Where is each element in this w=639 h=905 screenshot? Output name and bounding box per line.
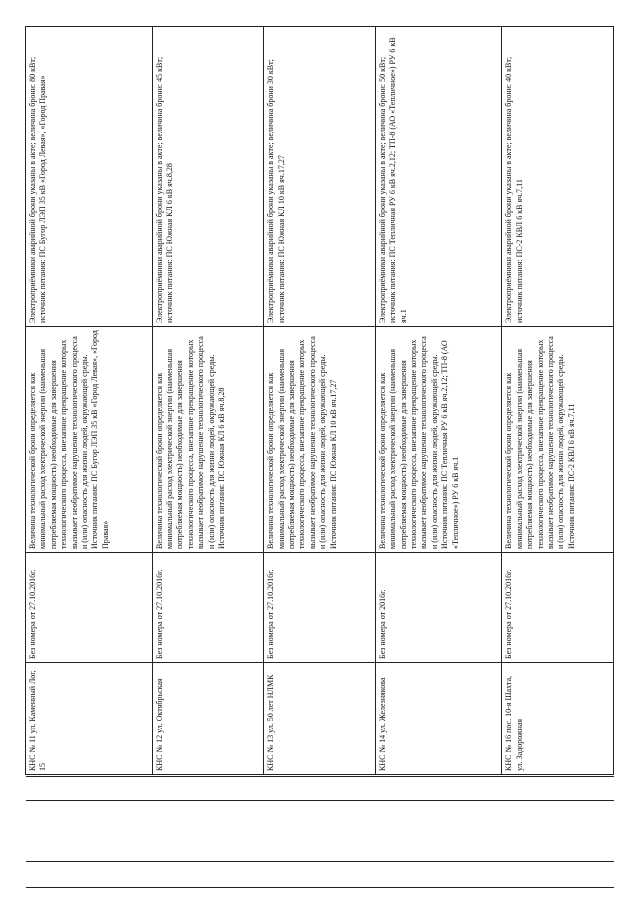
station-name-cell: КНС № 11 ул. Каменный Лог, 15: [26, 663, 153, 775]
station-name-cell: КНС № 12 ул. Октябрьская: [152, 663, 264, 775]
table-row: [375, 27, 502, 775]
table-row: [26, 27, 153, 775]
act-date-cell: Без номера от 27.10.2016г.: [502, 553, 614, 663]
table-row: [502, 27, 614, 775]
power-source-cell: Электроприёмники аварийной брони указаны в акте; величина брони 30 кВт; источник питания: ПС Южная КЛ 10 кВ яч.17,27: [264, 27, 376, 327]
act-date-cell: Без номера от 2016г.: [375, 553, 502, 663]
signature-line: [26, 861, 614, 862]
act-date-cell: Без номера от 27.10.2016г.: [26, 553, 153, 663]
power-source-cell: Электроприёмники аварийной брони указаны в акте; величина брони: 45 кВт; источник питания: ПС Южная КЛ 6 кВ яч.8,28: [152, 27, 264, 327]
station-name-cell: КНС № 16 пос. 10-я Шахта, ул. Задорожная: [502, 663, 614, 775]
rotated-table-container: [25, 27, 614, 775]
power-source-cell: Электроприёмники аварийной брони указаны в акте; величина брони: 80 кВт; источник питания: ПС Бугор ЛЭП 35 кВ «Город Левая», «Город Правая»: [26, 27, 153, 327]
power-source-cell: Электроприёмники аварийной брони указаны в акте; величина брони: 50 кВт; источник питания: ПС Тепличная РУ 6 кВ яч.2,12; ТП-8 (АО «Тепличное») РУ 6 кВ яч.1: [375, 27, 502, 327]
act-date-cell: Без номера от 27.10.2016г.: [152, 553, 264, 663]
act-date-cell: Без номера от 27.10.2016г.: [264, 553, 376, 663]
station-name-cell: КНС № 13 ул. 50 лет НЛМК: [264, 663, 376, 775]
table-row: [152, 27, 264, 775]
reserve-description-cell: Величина технологической брони определяется как минимальный расход электрической энергии (наименьшая потребляемая мощность) необходимые для завершения технологического процесса, внезапное прекращение которых вызывает необратимое нарушение технологического процесса и (или) опасность для жизни людей, окружающей среды. Источник питания: ПС-2 КВЛ 6 кВ яч.7,11: [502, 327, 614, 553]
signature-line: [26, 776, 614, 777]
power-source-cell: Электроприёмники аварийной брони указаны в акте; величина брони: 40 кВт; источник питания: ПС-2 КВЛ 6 кВ яч.7,11: [502, 27, 614, 327]
signature-line: [26, 800, 614, 801]
reserve-description-cell: Величина технологической брони определяется как минимальный расход электрической энергии (наименьшая потребляемая мощность) необходимые для завершения технологического процесса, внезапное прекращение которых вызывает необратимое нарушение технологического процесса и (или) опасность для жизни людей, окружающей среды. Источник питания: ПС Бугор ЛЭП 35 кВ «Город Левая», «Город Правая»: [26, 327, 153, 553]
table-row: [264, 27, 376, 775]
reserve-description-cell: Величина технологической брони определяется как минимальный расход электрической энергии (наименьшая потребляемая мощность) необходимые для завершения технологического процесса, внезапное прекращение которых вызывает необратимое нарушение технологического процесса и (или) опасность для жизни людей, окружающей среды. Источник питания: ПС Тепличная РУ 6 кВ яч.2,12; ТП-8 (АО «Тепличное») РУ 6 кВ яч.1: [375, 327, 502, 553]
reserve-description-cell: Величина технологической брони определяется как минимальный расход электрической энергии (наименьшая потребляемая мощность) необходимые для завершения технологического процесса, внезапное прекращение которых вызывает необратимое нарушение технологического процесса и (или) опасность для жизни людей, окружающей среды. Источник питания: ПС Южная КЛ 6 кВ яч.8,28: [152, 327, 264, 553]
station-name-cell: КНС № 14 ул. Железнякова: [375, 663, 502, 775]
reserve-description-cell: Величина технологической брони определяется как минимальный расход электрической энергии (наименьшая потребляемая мощность) необходимые для завершения технологического процесса, внезапное прекращение которых вызывает необратимое нарушение технологического процесса и (или) опасность для жизни людей, окружающей среды. Источник питания: ПС Южная КЛ 10 кВ яч.17,27: [264, 327, 376, 553]
signature-line: [26, 887, 614, 888]
emergency-reserve-table: [25, 26, 614, 775]
